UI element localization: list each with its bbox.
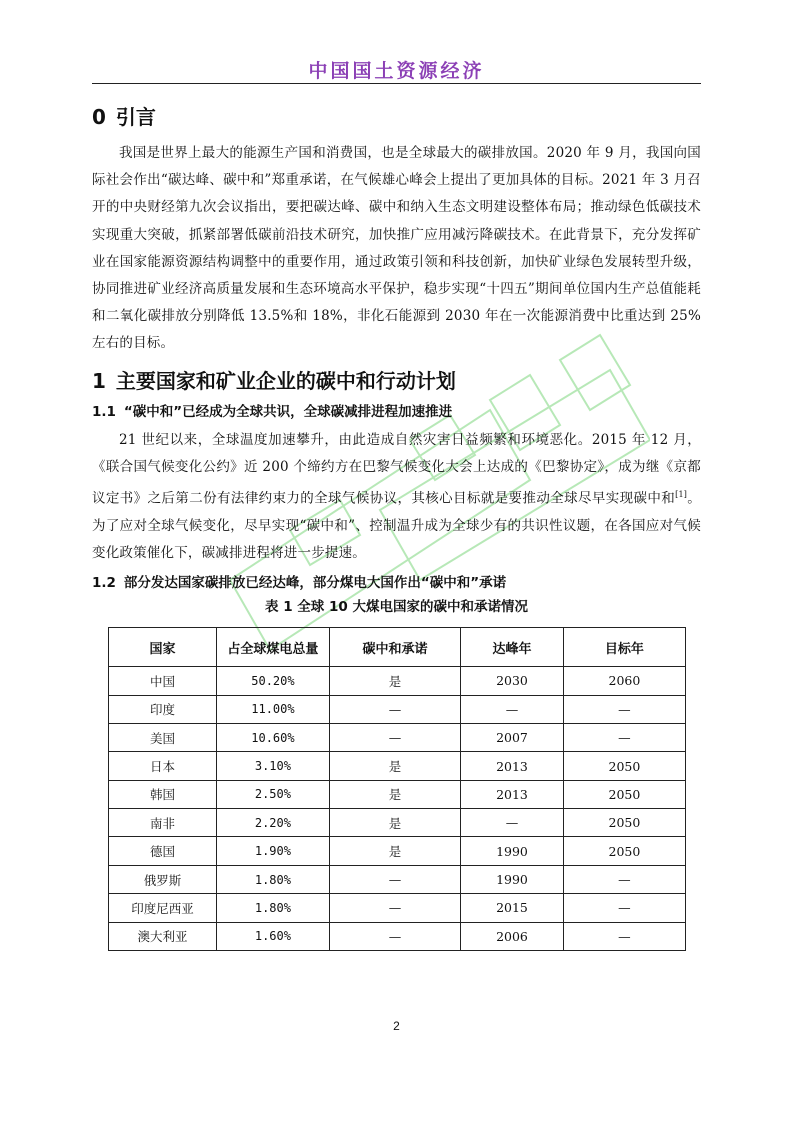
table-cell: — xyxy=(329,723,460,751)
table-cell: 韩国 xyxy=(109,780,217,808)
section-title: 引言 xyxy=(115,105,156,129)
table-cell: — xyxy=(563,865,685,893)
table-cell: 是 xyxy=(329,837,460,865)
table-cell: 2030 xyxy=(461,667,564,695)
table-row xyxy=(109,865,686,893)
table-cell: 11.00% xyxy=(217,695,330,723)
table-cell: — xyxy=(563,723,685,751)
page-number: 2 xyxy=(393,1019,400,1033)
table-row xyxy=(109,809,686,837)
table-row xyxy=(109,723,686,751)
section-title: 主要国家和矿业企业的碳中和行动计划 xyxy=(115,368,456,393)
table-cell: 2.50% xyxy=(217,780,330,808)
table-cell: — xyxy=(329,894,460,922)
table-cell: 德国 xyxy=(109,837,217,865)
section-heading-0 xyxy=(92,104,701,130)
table-cell: 2060 xyxy=(563,667,685,695)
table-row xyxy=(109,752,686,780)
table-cell: 1990 xyxy=(461,865,564,893)
table-header-row xyxy=(109,628,686,667)
section-number: 1 xyxy=(92,368,106,393)
table-cell: — xyxy=(563,894,685,922)
table-cell: 10.60% xyxy=(217,723,330,751)
table-cell: 是 xyxy=(329,667,460,695)
subsection-title: “碳中和”已经成为全球共识，全球碳减排进程加速推进 xyxy=(123,403,453,420)
paragraph-text: 21 世纪以来，全球温度加速攀升，由此造成自然灾害日益频繁和环境恶化。2015 年 12 月，《联合国气候变化公约》近 200 个缔约方在巴黎气候变化大会上达成的《巴黎协定》，成为继《京都议定书》之后第二份有法律约束力的全球气候协议，其核心目标就是要推动全球尽早实现碳中和 xyxy=(92,431,701,507)
table-cell: 1.90% xyxy=(217,837,330,865)
table-cell: 2.20% xyxy=(217,809,330,837)
table-row xyxy=(109,922,686,950)
table-cell: 1.80% xyxy=(217,865,330,893)
table-cell: 2013 xyxy=(461,780,564,808)
subsection-title: 部分发达国家碳排放已经达峰，部分煤电大国作出“碳中和”承诺 xyxy=(123,575,507,592)
table-cell: 中国 xyxy=(109,667,217,695)
table-cell: 印度 xyxy=(109,695,217,723)
table-row xyxy=(109,695,686,723)
table-cell: — xyxy=(329,695,460,723)
table-row xyxy=(109,894,686,922)
journal-title: 中国国土资源经济 xyxy=(308,60,485,82)
table-cell: 美国 xyxy=(109,723,217,751)
table-cell: 2050 xyxy=(563,780,685,808)
table-cell: 50.20% xyxy=(217,667,330,695)
citation-ref: [1] xyxy=(675,490,688,500)
table-cell: 澳大利亚 xyxy=(109,922,217,950)
coal-power-table xyxy=(108,627,686,951)
page-content xyxy=(92,104,701,951)
table-cell: — xyxy=(461,695,564,723)
table-cell: 南非 xyxy=(109,809,217,837)
table-cell: 是 xyxy=(329,780,460,808)
section-number: 0 xyxy=(92,105,106,129)
table-cell: 2006 xyxy=(461,922,564,950)
table-cell: 2050 xyxy=(563,809,685,837)
table-cell: 2007 xyxy=(461,723,564,751)
header-rule xyxy=(92,83,701,84)
table-caption: 表 1 全球 10 大煤电国家的碳中和承诺情况 xyxy=(265,599,528,616)
table-row xyxy=(109,667,686,695)
table-cell: 日本 xyxy=(109,752,217,780)
table-cell: 2013 xyxy=(461,752,564,780)
table-cell: — xyxy=(329,865,460,893)
table-row xyxy=(109,780,686,808)
section-heading-1 xyxy=(92,368,701,394)
table-cell: 1.60% xyxy=(217,922,330,950)
column-header: 达峰年 xyxy=(461,628,564,667)
table-cell: — xyxy=(329,922,460,950)
table-cell: 俄罗斯 xyxy=(109,865,217,893)
subsection-number: 1.1 xyxy=(92,403,116,420)
table-cell: 3.10% xyxy=(217,752,330,780)
body-paragraph xyxy=(92,427,701,568)
column-header: 国家 xyxy=(109,628,217,667)
table-cell: 印度尼西亚 xyxy=(109,894,217,922)
subsection-heading-1-1 xyxy=(92,402,701,422)
column-header: 目标年 xyxy=(563,628,685,667)
subsection-number: 1.2 xyxy=(92,575,116,592)
table-cell: — xyxy=(461,809,564,837)
table-cell: 1.80% xyxy=(217,894,330,922)
table-cell: 是 xyxy=(329,809,460,837)
column-header: 碳中和承诺 xyxy=(329,628,460,667)
table-cell: — xyxy=(563,922,685,950)
table-cell: 2015 xyxy=(461,894,564,922)
subsection-heading-1-2 xyxy=(92,573,701,593)
table-cell: 2050 xyxy=(563,752,685,780)
paragraph-text: 。为了应对全球气候变化，尽早实现“碳中和”、控制温升成为全球少有的共识性议题，在各国应对气候变化政策催化下，碳减排进程将进一步提速。 xyxy=(92,490,701,561)
column-header: 占全球煤电总量 xyxy=(217,628,330,667)
intro-paragraph: 我国是世界上最大的能源生产国和消费国，也是全球最大的碳排放国。2020 年 9 月，我国向国际社会作出“碳达峰、碳中和”郑重承诺，在气候雄心峰会上提出了更加具体的目标。2021 年 3 月召开的中央财经第九次会议指出，要把碳达峰、碳中和纳入生态文明建设整体布局；推动绿色低碳技术实现重大突破，抓紧部署低碳前沿技术研究，加快推广应用减污降碳技术。在此背景下，充分发挥矿业在国家能源资源结构调整中的重要作用，通过政策引领和科技创新，加快矿业绿色发展转型升级，协同推进矿业经济高质量发展和生态环境高水平保护，稳步实现“十四五”期间单位国内生产总值能耗和二氧化碳排放分别降低 13.5%和 18%，非化石能源到 2030 年在一次能源消费中比重达到 25%左右的目标。 xyxy=(92,145,701,352)
table-cell: 2050 xyxy=(563,837,685,865)
table-cell: 是 xyxy=(329,752,460,780)
table-cell: 1990 xyxy=(461,837,564,865)
table-cell: — xyxy=(563,695,685,723)
table-row xyxy=(109,837,686,865)
